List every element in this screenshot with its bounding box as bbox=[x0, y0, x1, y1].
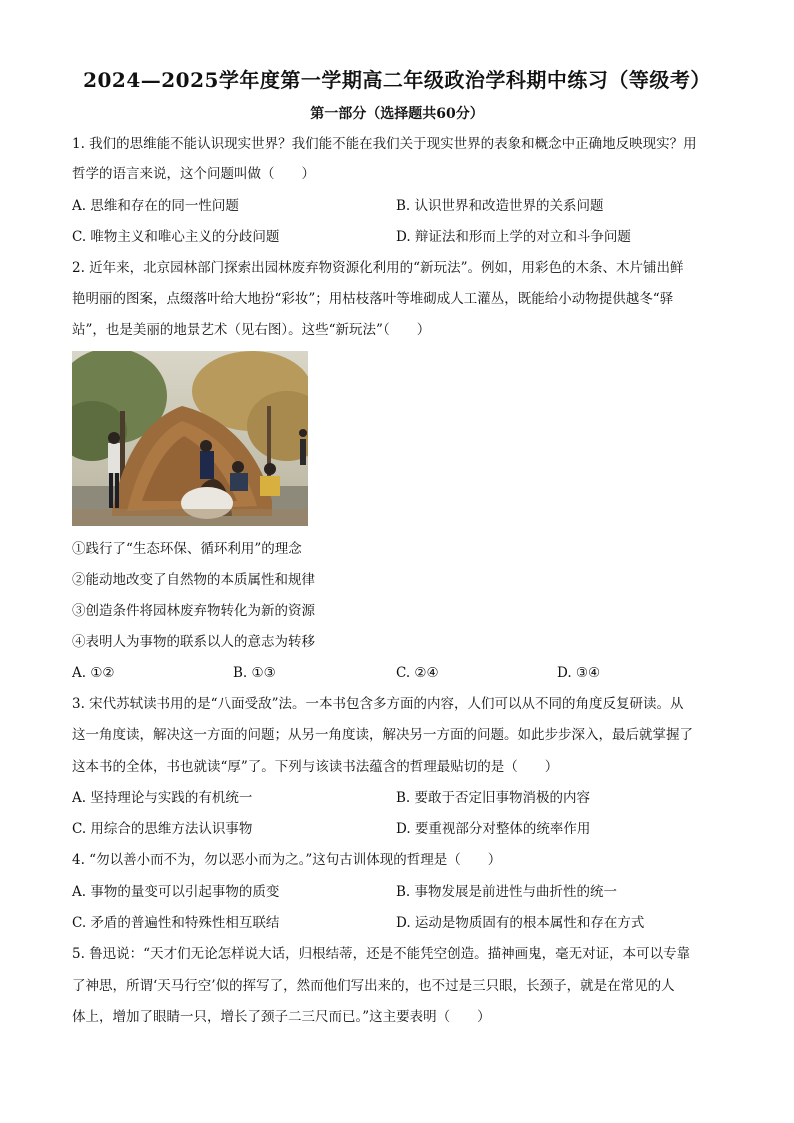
option-b: B. 要敢于否定旧事物消极的内容 bbox=[396, 790, 591, 806]
question-stem-line: 2. 近年来，北京园林部门探索出园林废弃物资源化利用的“新玩法”。例如，用彩色的木条、木片铺出鲜 bbox=[72, 260, 684, 276]
leaf-hut-photo bbox=[72, 351, 308, 526]
option-c: C. ②④ bbox=[396, 665, 439, 681]
question-stem-line: 3. 宋代苏轼读书用的是“八面受敌”法。一本书包含多方面的内容，人们可以从不同的角度反复研读。从 bbox=[72, 696, 684, 712]
question-stem-line: 哲学的语言来说，这个问题叫做（ ） bbox=[72, 166, 315, 182]
option-a: A. ①② bbox=[72, 665, 115, 681]
option-c: C. 唯物主义和唯心主义的分歧问题 bbox=[72, 229, 280, 245]
question-stem-line: 5. 鲁迅说：“天才们无论怎样说大话，归根结蒂，还是不能凭空创造。描神画鬼，毫无对证，本可以专靠 bbox=[72, 946, 691, 962]
option-a: A. 事物的量变可以引起事物的质变 bbox=[72, 884, 280, 900]
option-b: B. 认识世界和改造世界的关系问题 bbox=[396, 198, 604, 214]
question-stem-line: 这一角度读，解决这一方面的问题；从另一角度读，解决另一方面的问题。如此步步深入，最后就掌握了 bbox=[72, 727, 693, 743]
question-stem-line: 站”，也是美丽的地景艺术（见右图）。这些“新玩法”（ ） bbox=[72, 322, 431, 338]
option-d: D. ③④ bbox=[557, 665, 601, 681]
option-c: C. 矛盾的普遍性和特殊性相互联结 bbox=[72, 915, 280, 931]
option-b: B. 事物发展是前进性与曲折性的统一 bbox=[396, 884, 618, 900]
option-c: C. 用综合的思维方法认识事物 bbox=[72, 821, 253, 837]
option-d: D. 辩证法和形而上学的对立和斗争问题 bbox=[396, 229, 631, 245]
question-stem-line: 了神思，所谓‘天马行空’似的挥写了，然而他们写出来的，也不过是三只眼，长颈子，就是在常见的人 bbox=[72, 978, 675, 994]
question-stem-line: 这本书的全体，书也就读“厚”了。下列与该读书法蕴含的哲理最贴切的是（ ） bbox=[72, 759, 559, 775]
option-d: D. 要重视部分对整体的统率作用 bbox=[396, 821, 591, 837]
statement-2: ②能动地改变了自然物的本质属性和规律 bbox=[72, 572, 315, 588]
statement-1: ①践行了“生态环保、循环利用”的理念 bbox=[72, 541, 302, 557]
option-d: D. 运动是物质固有的根本属性和存在方式 bbox=[396, 915, 645, 931]
statement-3: ③创造条件将园林废弃物转化为新的资源 bbox=[72, 603, 315, 619]
section-heading: 第一部分（选择题共60分） bbox=[310, 106, 484, 122]
statement-4: ④表明人为事物的联系以人的意志为转移 bbox=[72, 634, 315, 650]
option-a: A. 思维和存在的同一性问题 bbox=[72, 198, 239, 214]
question-stem-line: 1. 我们的思维能不能认识现实世界？我们能不能在我们关于现实世界的表象和概念中正确地反映现实？用 bbox=[72, 136, 697, 152]
option-a: A. 坚持理论与实践的有机统一 bbox=[72, 790, 253, 806]
question-stem-line: 体上，增加了眼睛一只，增长了颈子二三尺而已。”这主要表明（ ） bbox=[72, 1009, 491, 1025]
question-stem-line: 艳明丽的图案，点缀落叶给大地扮“彩妆”；用枯枝落叶等堆砌成人工灌丛，既能给小动物提供越冬“驿 bbox=[72, 291, 674, 307]
question-stem-line: 4. “勿以善小而不为，勿以恶小而为之。”这句古训体现的哲理是（ ） bbox=[72, 852, 502, 868]
exam-title: 2024—2025学年度第一学期高二年级政治学科期中练习（等级考） bbox=[83, 68, 711, 92]
option-b: B. ①③ bbox=[233, 665, 276, 681]
